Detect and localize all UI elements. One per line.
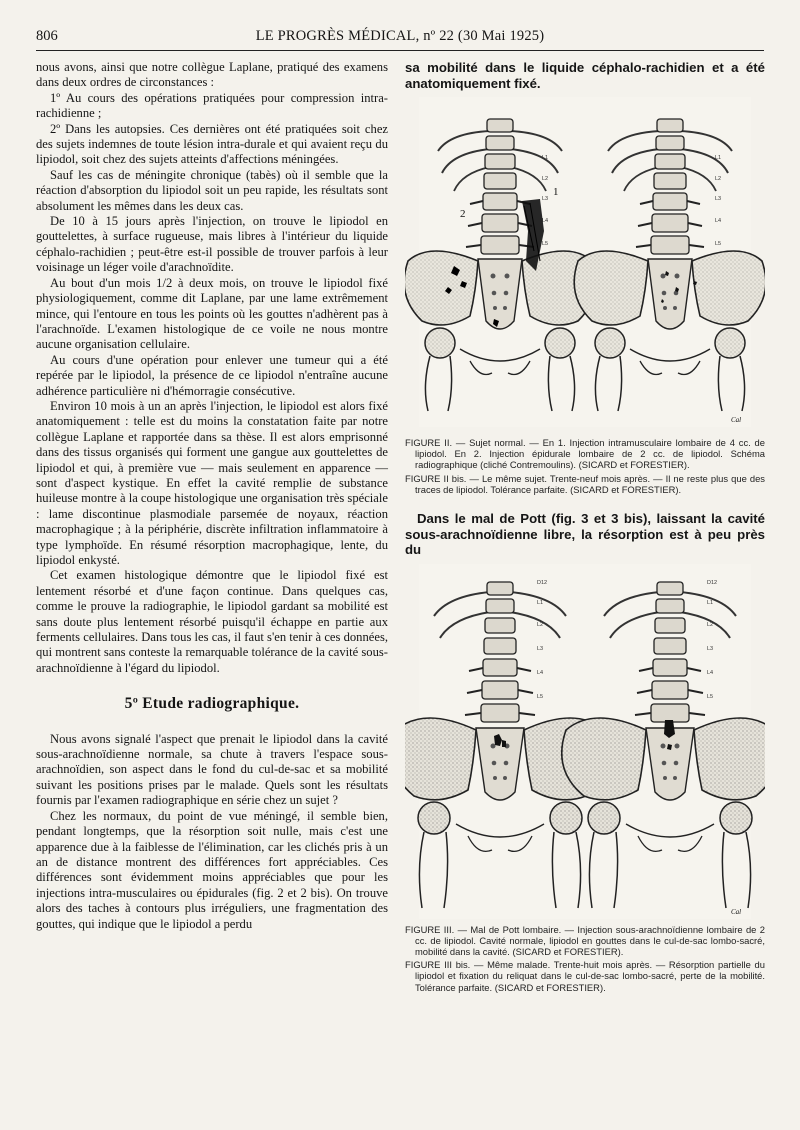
- right-mid-text: [405, 511, 765, 558]
- left-column: [36, 60, 388, 932]
- figure-3: [405, 564, 765, 993]
- fig2-label-left: L1: [542, 155, 549, 161]
- fig2-label-right: L1: [715, 155, 722, 161]
- paragraph: nous avons, ainsi que notre collègue Laplane, pratiqué des examens dans deux ordres de circonstances :: [36, 60, 388, 90]
- paragraph: De 10 à 15 jours après l'injection, on trouve le lipiodol en gouttelettes, à surface rugueuse, mais libres à l'intérieur du liquide céphalo-rachidien ; peut-être est-il possible de trouver parfois à leur voisinage un léger voile d'arachnoïdite.: [36, 214, 388, 275]
- fig2-label-left: L3: [542, 196, 549, 202]
- fig2-signature: Cal: [731, 416, 742, 424]
- paragraph: Nous avons signalé l'aspect que prenait le lipiodol dans la cavité sous-arachnoïdienne normale, sa chute à travers l'espace sous-arachnoïdien, son aspect dans le fond du cul-de-sac et sa mobilité suivant les positions prises par le malade. Quels sont les résultats fournis par l'examen radiographique en série chez un sujet ?: [36, 731, 388, 808]
- fig2-label-left: L4: [542, 218, 549, 224]
- section-title: 5º Etude radiographique.: [124, 695, 300, 713]
- page-number: 806: [36, 28, 58, 44]
- fig3-label-right: D12: [707, 579, 718, 586]
- fig3-label-left: L1: [537, 599, 544, 606]
- right-column: [405, 60, 765, 995]
- fig3-label-left: D12: [537, 579, 548, 586]
- fig2-label-left: L5: [542, 241, 549, 247]
- figure-3-illustration: [405, 564, 765, 924]
- paragraph: 1º Au cours des opérations pratiquées pour compression intra-rachidienne ;: [36, 90, 388, 121]
- paragraph: Environ 10 mois à un an après l'injection, le lipiodol est alors fixé anatomiquement : telle est du moins la constatation faite par notre collègue Laplane et rapportée dans sa thèse. Il est alors emprisonné dans des tissus organisés qui forment une gangue aux gouttelettes de lipiodol et qui, à première vue — mais seulement en apparence — sont d'aspect kystique. En effet la cavité remplie de substance huileuse montre à la coupe histologique une organisation très spéciale : lame discontinue plasmodiale parsemée de noyaux, réaction macrophagique ; à la périphérie, discrète infiltration inflammatoire à type lymphoïde. En résumé résorption macrophagique, lente, du lipiodol enkysté.: [36, 398, 388, 567]
- fig2-label-right: L5: [715, 241, 722, 247]
- page-header: [36, 28, 764, 51]
- paragraph: Dans le mal de Pott (fig. 3 et 3 bis), laissant la cavité sous-arachnoïdienne libre, la résorption est à peu près du: [405, 511, 765, 558]
- fig3-label-right: L3: [707, 645, 714, 652]
- fig3-label-right: L2: [707, 621, 714, 628]
- paragraph: 2º Dans les autopsies. Ces dernières ont été pratiquées soit chez des sujets indemnes de toute lésion intra-durale et qui avaient reçu du lipiodol, soit chez des sujets atteints d'affections méningées.: [36, 121, 388, 167]
- right-top-text: [405, 60, 765, 91]
- fig2-label-right: L4: [715, 218, 722, 224]
- fig3-label-left: L4: [537, 669, 544, 676]
- caption-line: FIGURE III. — Mal de Pott lombaire. — Injection sous-arachnoïdienne lombaire de 2 cc. de lipiodol. Cavité normale, lipiodol en gouttes dans le cul-de-sac lombo-sacré, mobilité dans la cavité. (SICARD et FORESTIER).: [405, 923, 765, 957]
- paragraph: Au cours d'une opération pour enlever une tumeur qui a été repérée par le lipiodol, la présence de ce lipiodol n'entraîne aucune adhérence particulière ni d'hémorragie consécutive.: [36, 352, 388, 398]
- figure-2: [405, 97, 765, 495]
- fig3-label-left: L5: [537, 693, 544, 700]
- fig3-label-right: L1: [707, 599, 714, 606]
- fig2-label-right: L2: [715, 176, 722, 182]
- fig3-label-left: L2: [537, 621, 544, 628]
- paragraph: Chez les normaux, du point de vue méningé, il semble bien, pendant longtemps, que la résorption soit nulle, mais c'est une apparence due à la faiblesse de l'élimination, car les clichés pris à un an de distance montrent des différences fort appréciables. Ces différences sont évidemment moins appréciables que pour les injections intra-musculaires ou épidurales (fig. 2 et 2 bis). On trouve alors des taches à contours plus irréguliers, une fragmentation des gouttes, qui indique que le lipiodol a perdu: [36, 808, 388, 931]
- figure-2-caption: [405, 437, 765, 495]
- fig2-marker-1: 1: [553, 186, 559, 198]
- figure-3-caption: [405, 924, 765, 993]
- paragraph: sa mobilité dans le liquide céphalo-rachidien et a été anatomiquement fixé.: [405, 60, 765, 91]
- fig3-label-left: L3: [537, 645, 544, 652]
- caption-line: FIGURE II bis. — Le même sujet. Trente-neuf mois après. — Il ne reste plus que des traces de lipiodol. Tolérance parfaite. (SICARD et FORESTIER).: [405, 472, 765, 495]
- paragraph: Sauf les cas de méningite chronique (tabès) où il semble que la réaction d'absorption du lipiodol soit un peu rapide, les résultats sont absolument les mêmes dans les deux cas.: [36, 167, 388, 213]
- fig2-marker-2: 2: [460, 208, 466, 220]
- fig2-label-left: L2: [542, 176, 549, 182]
- caption-line: FIGURE III bis. — Même malade. Trente-huit mois après. — Résorption partielle du lipiodol et fixation du reliquat dans le cul-de-sac lombo-sacré, perte de la mobilité. Tolérance parfaite. (SICARD et FORESTIER).: [405, 959, 765, 993]
- caption-line: FIGURE II. — Sujet normal. — En 1. Injection intramusculaire lombaire de 4 cc. de lipiodol. En 2. Injection épidurale lombaire de 2 cc. de lipiodol. Schéma radiographique (cliché Contremoulins). (SICARD et FORESTIER).: [405, 437, 765, 471]
- fig3-label-right: L4: [707, 669, 714, 676]
- running-title: LE PROGRÈS MÉDICAL, nº 22 (30 Mai 1925): [255, 28, 545, 44]
- figure-2-illustration: [405, 97, 765, 437]
- fig2-label-right: L3: [715, 196, 722, 202]
- fig3-label-right: L5: [707, 693, 714, 700]
- fig3-signature: Cal: [731, 907, 742, 916]
- paragraph: Au bout d'un mois 1/2 à deux mois, on trouve le lipiodol fixé physiologiquement, comme dit Laplane, par une lame extrêmement mince, qui l'entoure en tous les points où les gouttes n'adhèrent pas à l'arachnoïde. L'examen histologique de ce voile ne nous montre aucune organisation cellulaire.: [36, 275, 388, 352]
- paragraph: Cet examen histologique démontre que le lipiodol fixé est lentement résorbé et d'une façon continue. Dans quelques cas, comme le prouve la radiographie, le lipiodol gardant sa mobilité est sans doute plus lentement résorbé puisqu'il échappe en partie aux ferments cellulaires. Dans tous les cas, il faut s'en tenir à ces données, qui montrent sans conteste la remarquable tolérance de la cavité sous-arachnoïdienne à l'égard du lipiodol.: [36, 568, 388, 675]
